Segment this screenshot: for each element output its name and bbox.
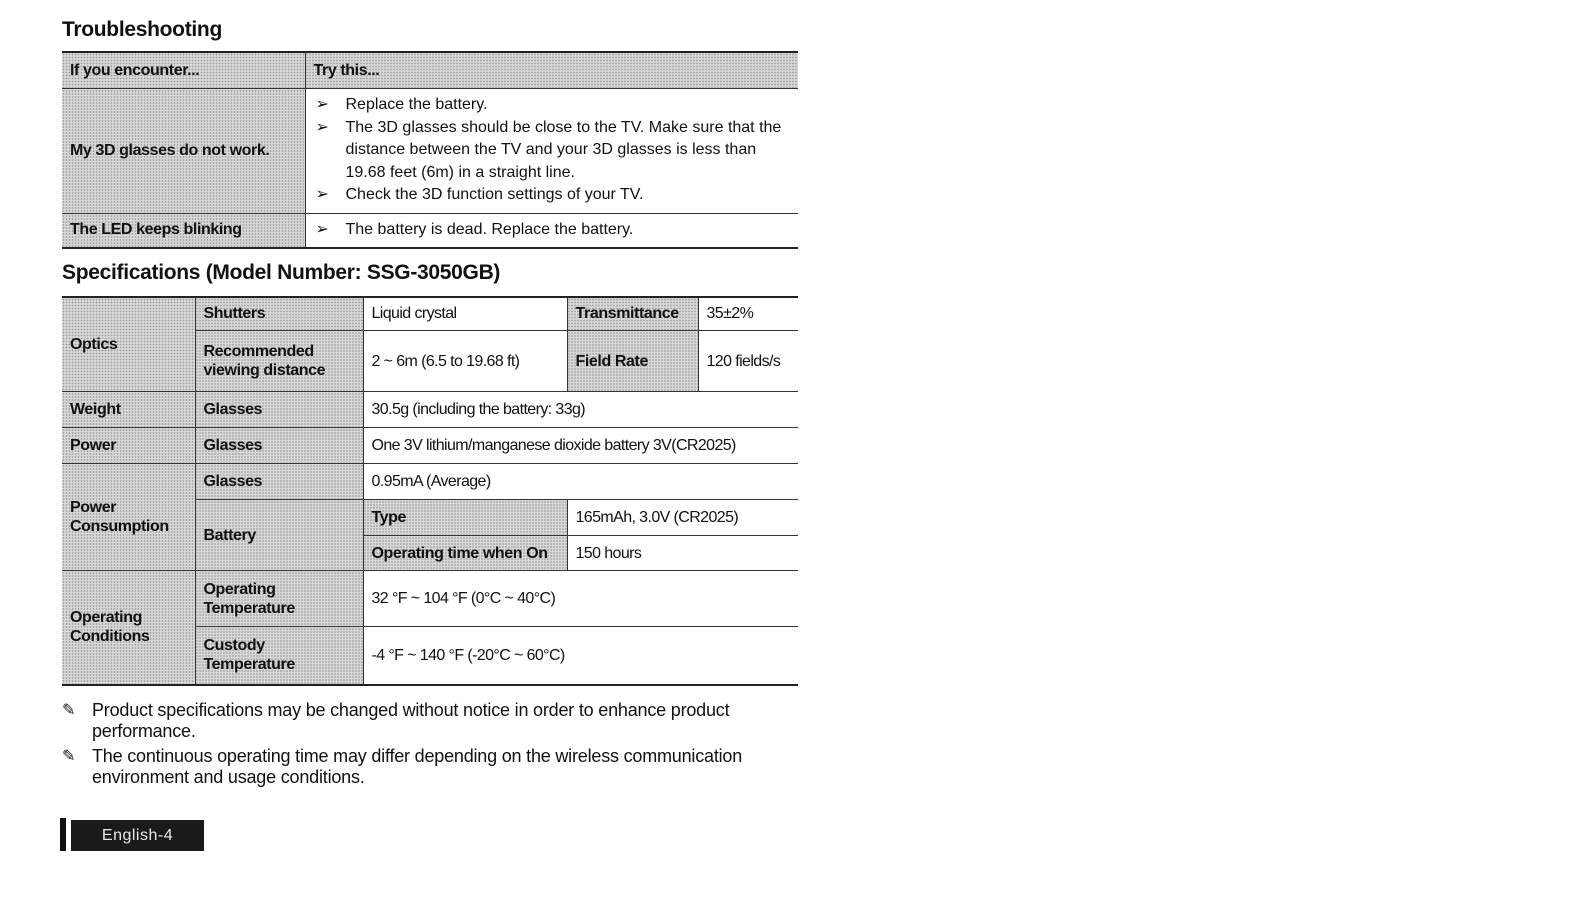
- manual-page: [62, 16, 798, 792]
- spec-value-shutters: Liquid crystal: [363, 297, 567, 331]
- spec-group-optics: Optics: [62, 297, 195, 392]
- spec-group-weight: Weight: [62, 392, 195, 428]
- spec-label-viewing-distance: Recommended viewing distance: [195, 331, 363, 392]
- arrow-bullet-icon: ➢: [315, 186, 329, 204]
- spec-value-operating-temperature: 32 °F ~ 104 °F (0°C ~ 40°C): [363, 571, 798, 627]
- table-row: [62, 464, 798, 500]
- note-item: [62, 700, 798, 742]
- table-row: [62, 297, 798, 331]
- spec-label-operating-time: Operating time when On: [363, 536, 567, 571]
- pencil-note-icon: ✎: [62, 747, 76, 765]
- table-row: [62, 392, 798, 428]
- spec-label-shutters: Shutters: [195, 297, 363, 331]
- list-item: ➢ Replace the battery.: [314, 94, 791, 117]
- table-header-row: [62, 52, 798, 89]
- table-row: [62, 428, 798, 464]
- spec-label-transmittance: Transmittance: [567, 297, 698, 331]
- arrow-bullet-icon: ➢: [315, 118, 329, 136]
- problem-cell: My 3D glasses do not work.: [62, 89, 305, 214]
- table-row: [62, 89, 798, 214]
- solution-list: [314, 219, 791, 242]
- spec-value-transmittance: 35±2%: [698, 297, 798, 331]
- note-item: [62, 746, 798, 788]
- list-item: ➢ The battery is dead. Replace the battery.: [314, 219, 791, 242]
- spec-label-operating-temperature: Operating Temperature: [195, 571, 363, 627]
- spec-group-power: Power: [62, 428, 195, 464]
- spec-label-power-glasses: Glasses: [195, 428, 363, 464]
- specifications-title: Specifications (Model Number: SSG-3050GB): [62, 260, 501, 284]
- spec-label-weight-glasses: Glasses: [195, 392, 363, 428]
- note-text: Product specifications may be changed without notice in order to enhance product performance.: [92, 699, 730, 741]
- solution-cell: [305, 89, 798, 214]
- spec-value-custody-temperature: -4 °F ~ 140 °F (-20°C ~ 60°C): [363, 627, 798, 685]
- spec-value-type: 165mAh, 3.0V (CR2025): [567, 500, 798, 536]
- arrow-bullet-icon: ➢: [315, 221, 329, 238]
- spec-value-power: One 3V lithium/manganese dioxide battery 3V(CR2025): [363, 428, 798, 464]
- spec-value-field-rate: 120 fields/s: [698, 331, 798, 392]
- spec-label-custody-temperature: Custody Temperature: [195, 627, 363, 685]
- troubleshooting-title: Troubleshooting: [62, 18, 222, 41]
- spec-group-operating-conditions: Operating Conditions: [62, 571, 195, 685]
- pencil-note-icon: ✎: [62, 701, 76, 719]
- spec-value-operating-time: 150 hours: [567, 536, 798, 571]
- column-header-solution: Try this...: [305, 52, 798, 89]
- spec-value-weight: 30.5g (including the battery: 33g): [363, 392, 798, 428]
- troubleshooting-table: [62, 51, 798, 249]
- column-header-problem: If you encounter...: [62, 52, 305, 89]
- list-item: ➢ The 3D glasses should be close to the TV. Make sure that the distance between the TV and your 3D glasses is less than 19.68 feet (6m) in a straight line.: [315, 118, 782, 181]
- spec-value-viewing-distance: 2 ~ 6m (6.5 to 19.68 ft): [363, 331, 567, 392]
- solution-cell: [305, 214, 798, 248]
- spec-label-battery: Battery: [195, 500, 363, 571]
- notes-section: [62, 700, 798, 788]
- footer-bar: [60, 818, 66, 851]
- note-text: The continuous operating time may differ depending on the wireless communication environment and usage conditions.: [92, 745, 743, 787]
- table-row: [62, 571, 798, 627]
- specifications-table: [62, 296, 798, 686]
- table-row: [62, 214, 798, 248]
- arrow-bullet-icon: ➢: [315, 96, 329, 114]
- spec-label-type: Type: [363, 500, 567, 536]
- problem-cell: The LED keeps blinking: [62, 214, 305, 248]
- spec-value-pc-glasses: 0.95mA (Average): [363, 464, 798, 500]
- page-number-label: English-4: [71, 820, 204, 851]
- spec-label-field-rate: Field Rate: [567, 331, 698, 392]
- list-item: ➢ Check the 3D function settings of your TV.: [314, 184, 791, 207]
- spec-label-pc-glasses: Glasses: [195, 464, 363, 500]
- spec-group-power-consumption: Power Consumption: [62, 464, 195, 571]
- solution-list: [314, 89, 791, 213]
